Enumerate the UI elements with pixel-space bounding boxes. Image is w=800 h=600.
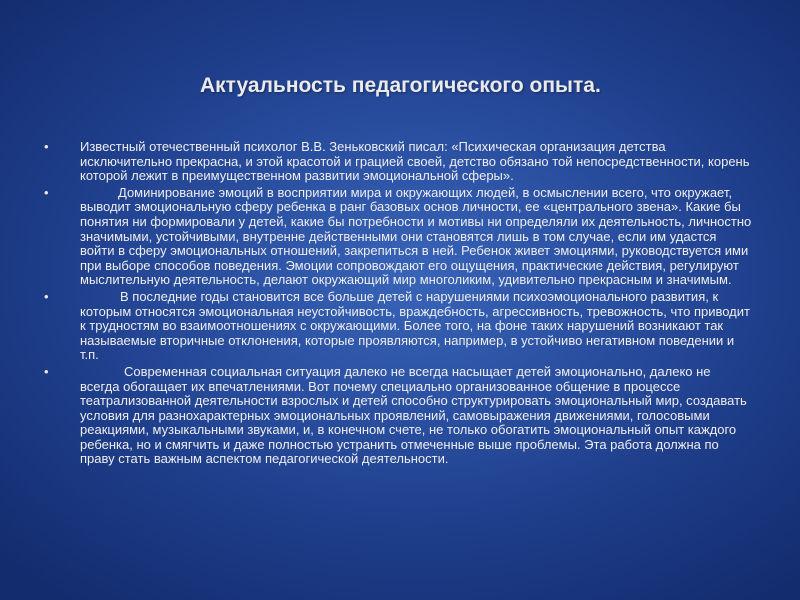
bullet-list <box>40 140 752 469</box>
bullet-icon: • <box>44 363 49 379</box>
bullet-icon: • <box>44 184 49 200</box>
slide-title: Актуальность педагогического опыта. <box>200 74 601 97</box>
paragraph-text: Известный отечественный психолог В.В. Зеньковский писал: «Психическая организация детства исключительно прекрасна, и этой красотой и грацией своей, детство обязано той непосредственности, корень которой лежит в преимущественном развитии эмоциональной сферы». <box>80 139 750 184</box>
bullet-item-1 <box>40 140 752 184</box>
bullet-icon: • <box>44 288 49 304</box>
bullet-item-3 <box>40 290 752 363</box>
bullet-icon: • <box>44 139 49 154</box>
paragraph-text: Доминирование эмоций в восприятии мира и окружающих людей, в осмыслении всего, что окружает, выводит эмоциональную сферу ребенка в ранг базовых основ личности, ее «центрального звена». Какие бы понятия ни формировали у детей, какие бы потребности и мотивы ни определяли их деятельность, личностно значимыми, устойчивыми, внутренне действенными они становятся лишь в том случае, если им удастся войти в сферу эмоциональных отношений, закрепиться в ней. Ребенок живет эмоциями, руководствуется ими при выборе способов поведения. Эмоции сопровождают его ощущения, практические действия, регулируют мыслительную деятельность, делают окружающий мир многоликим, удивительно прекрасным и значимым. <box>80 184 752 288</box>
paragraph-text: Современная социальная ситуация далеко не всегда насыщает детей эмоционально, далеко не всегда обогащает их впечатлениями. Вот почему специально организованное общение в процессе театрализованной деятельности взрослых и детей способно структурировать эмоциональный мир, создавать условия для разнохарактерных эмоциональных проявлений, самовыражения движениями, голосовыми реакциями, музыкальными звуками, и, в конечном счете, не только обогатить эмоциональный опыт каждого ребенка, но и смягчить и даже полностью устранить отмеченные выше проблемы. Эта работа должна по праву стать важным аспектом педагогической деятельности. <box>80 363 747 467</box>
bullet-item-2 <box>40 186 752 288</box>
paragraph-text: В последние годы становится все больше детей с нарушениями психоэмоционального развития, к которым относятся эмоциональная неустойчивость, враждебность, агрессивность, тревожность, что приводит к трудностям во взаимоотношениях с окружающими. Более того, на фоне таких нарушений возникают так называемые вторичные отклонения, которые проявляются, например, в устойчиво негативном поведении и т.п. <box>80 288 750 363</box>
bullet-item-4 <box>40 365 752 467</box>
